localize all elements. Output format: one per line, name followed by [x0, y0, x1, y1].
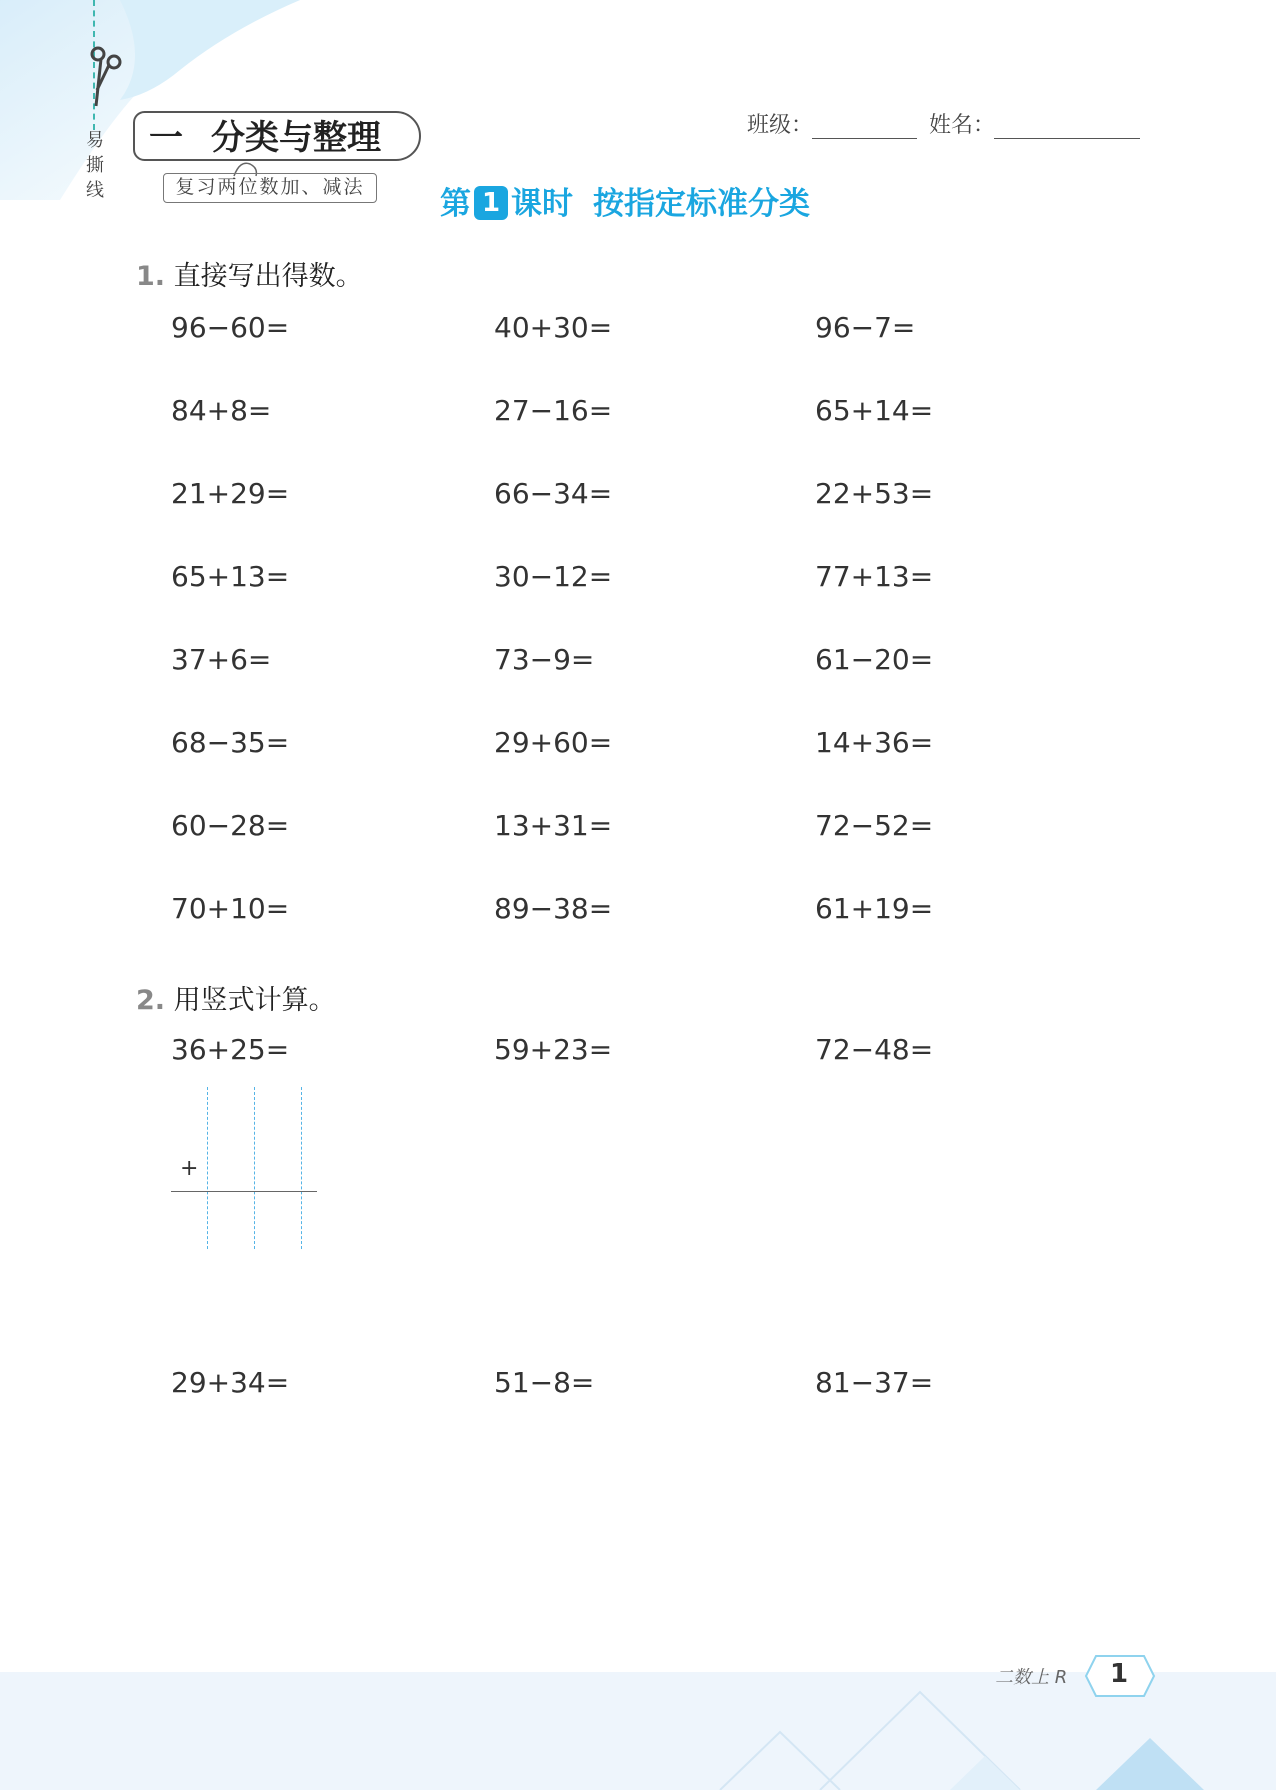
corner-page-curl-decoration — [0, 0, 340, 200]
lesson-prefix: 第 — [440, 186, 471, 222]
problem: 22+53= — [815, 477, 934, 510]
problem: 81−37= — [815, 1366, 934, 1399]
page-number: 1 — [1109, 1659, 1129, 1689]
problem: 61+19= — [815, 892, 934, 925]
problem: 66−34= — [494, 477, 613, 510]
section2-instruction: 用竖式计算。 — [173, 985, 336, 1016]
review-tag: 复习两位数加、减法 — [163, 173, 377, 203]
problem: 40+30= — [494, 311, 613, 344]
problem: 72−48= — [815, 1033, 934, 1066]
class-field[interactable] — [812, 138, 917, 139]
problem: 51−8= — [494, 1366, 595, 1399]
problem: 29+60= — [494, 726, 613, 759]
problem: 59+23= — [494, 1033, 613, 1066]
name-field[interactable] — [994, 138, 1140, 139]
book-label: 二数上 R — [995, 1667, 1068, 1688]
problem: 14+36= — [815, 726, 934, 759]
problem: 73−9= — [494, 643, 595, 676]
problem: 13+31= — [494, 809, 613, 842]
unit-title — [133, 111, 421, 161]
guide-dashed-line — [254, 1087, 255, 1249]
problem: 77+13= — [815, 560, 934, 593]
problem: 37+6= — [171, 643, 272, 676]
section2-number: 2. — [136, 985, 166, 1016]
problem: 96−60= — [171, 311, 290, 344]
tear-line-label: 易撕线 — [86, 130, 104, 201]
unit-number: 一 — [149, 118, 183, 158]
lesson-title — [440, 182, 810, 226]
problem: 21+29= — [171, 477, 290, 510]
section2-heading — [136, 978, 336, 1017]
problem: 36+25= — [171, 1033, 290, 1066]
problem: 70+10= — [171, 892, 290, 925]
lesson-suffix: 课时 — [511, 186, 573, 222]
section1-number: 1. — [136, 261, 166, 292]
guide-dashed-line — [301, 1087, 302, 1249]
class-label: 班级： — [747, 113, 814, 138]
problem: 84+8= — [171, 394, 272, 427]
lesson-title-text: 按指定标准分类 — [593, 186, 810, 222]
problem: 89−38= — [494, 892, 613, 925]
problem: 29+34= — [171, 1366, 290, 1399]
section1-heading — [136, 254, 363, 293]
unit-title-text: 分类与整理 — [211, 118, 381, 158]
problem: 96−7= — [815, 311, 916, 344]
problem: 65+13= — [171, 560, 290, 593]
problem: 27−16= — [494, 394, 613, 427]
problem: 65+14= — [815, 394, 934, 427]
problem: 61−20= — [815, 643, 934, 676]
problem: 68−35= — [171, 726, 290, 759]
scissors-icon — [88, 46, 128, 110]
lesson-number-badge: 1 — [474, 186, 508, 220]
guide-dashed-line — [207, 1087, 208, 1249]
problem: 30−12= — [494, 560, 613, 593]
name-label: 姓名： — [929, 113, 996, 138]
problem: 72−52= — [815, 809, 934, 842]
section1-instruction: 直接写出得数。 — [173, 261, 363, 292]
plus-sign: + — [180, 1156, 199, 1181]
sum-line — [171, 1191, 317, 1192]
problem: 60−28= — [171, 809, 290, 842]
